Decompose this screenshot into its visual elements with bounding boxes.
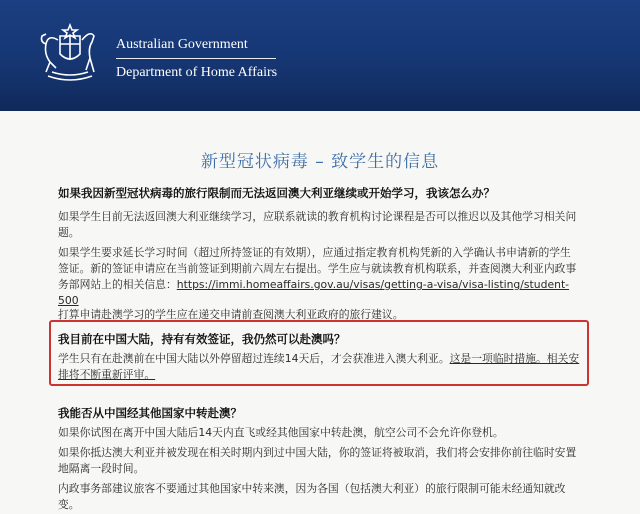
paragraph-4-underlined: 这是一项临时措施。相关安排将不断重新评审。 xyxy=(58,352,580,381)
student-visa-link[interactable]: https://immi.homeaffairs.gov.au/visas/getting-a-visa/visa-listing/student-500 xyxy=(58,278,570,307)
government-banner xyxy=(0,0,640,111)
paragraph-3: 打算申请赴澳学习的学生应在递交申请前查阅澳大利亚政府的旅行建议。 xyxy=(58,308,404,321)
document-page xyxy=(0,111,640,514)
question-3: 我能否从中国经其他国家中转赴澳？ xyxy=(58,406,242,420)
paragraph-2 xyxy=(58,245,580,309)
paragraph-7: 内政事务部建议旅客不要通过其他国家中转来澳，因为各国（包括澳大利亚）的旅行限制可能未经通知就改变。 xyxy=(58,482,566,511)
paragraph-5: 如果你试图在离开中国大陆后14天内直飞或经其他国家中转赴澳，航空公司不会允许你登机。 xyxy=(58,426,504,439)
question-1: 如果我因新型冠状病毒的旅行限制而无法返回澳大利亚继续或开始学习，我该怎么办？ xyxy=(58,186,495,200)
paragraph-1: 如果学生目前无法返回澳大利亚继续学习，应联系就读的教育机构讨论课程是否可以推迟以及其他学习相关问题。 xyxy=(58,210,577,239)
paragraph-4 xyxy=(58,351,580,383)
paragraph-4-text: 学生只有在赴澳前在中国大陆以外停留超过连续14天后，才会获准进入澳大利亚。 xyxy=(58,352,450,365)
paragraph-6: 如果你抵达澳大利亚并被发现在相关时期内到过中国大陆，你的签证将被取消，我们将会安排你前往临时安置地隔离一段时间。 xyxy=(58,446,577,475)
page-title: 新型冠状病毒 – 致学生的信息 xyxy=(200,152,440,172)
government-wordmark xyxy=(116,36,277,82)
government-name: Australian Government xyxy=(116,37,248,52)
wordmark-divider xyxy=(116,58,276,59)
department-name: Department of Home Affairs xyxy=(116,65,278,80)
question-2: 我目前在中国大陆，持有有效签证，我仍然可以赴澳吗？ xyxy=(58,332,346,346)
paragraph-2-text: 如果学生要求延长学习时间（超过所持签证的有效期），应通过指定教育机构凭新的入学确认书申请新的学生签证。新的签证申请应在当前签证到期前六周左右提出。学生应与就读教育机构联系，并查阅澳大利亚内政事务部网站上的相关信息： xyxy=(58,246,577,291)
coat-of-arms-icon xyxy=(34,22,106,86)
